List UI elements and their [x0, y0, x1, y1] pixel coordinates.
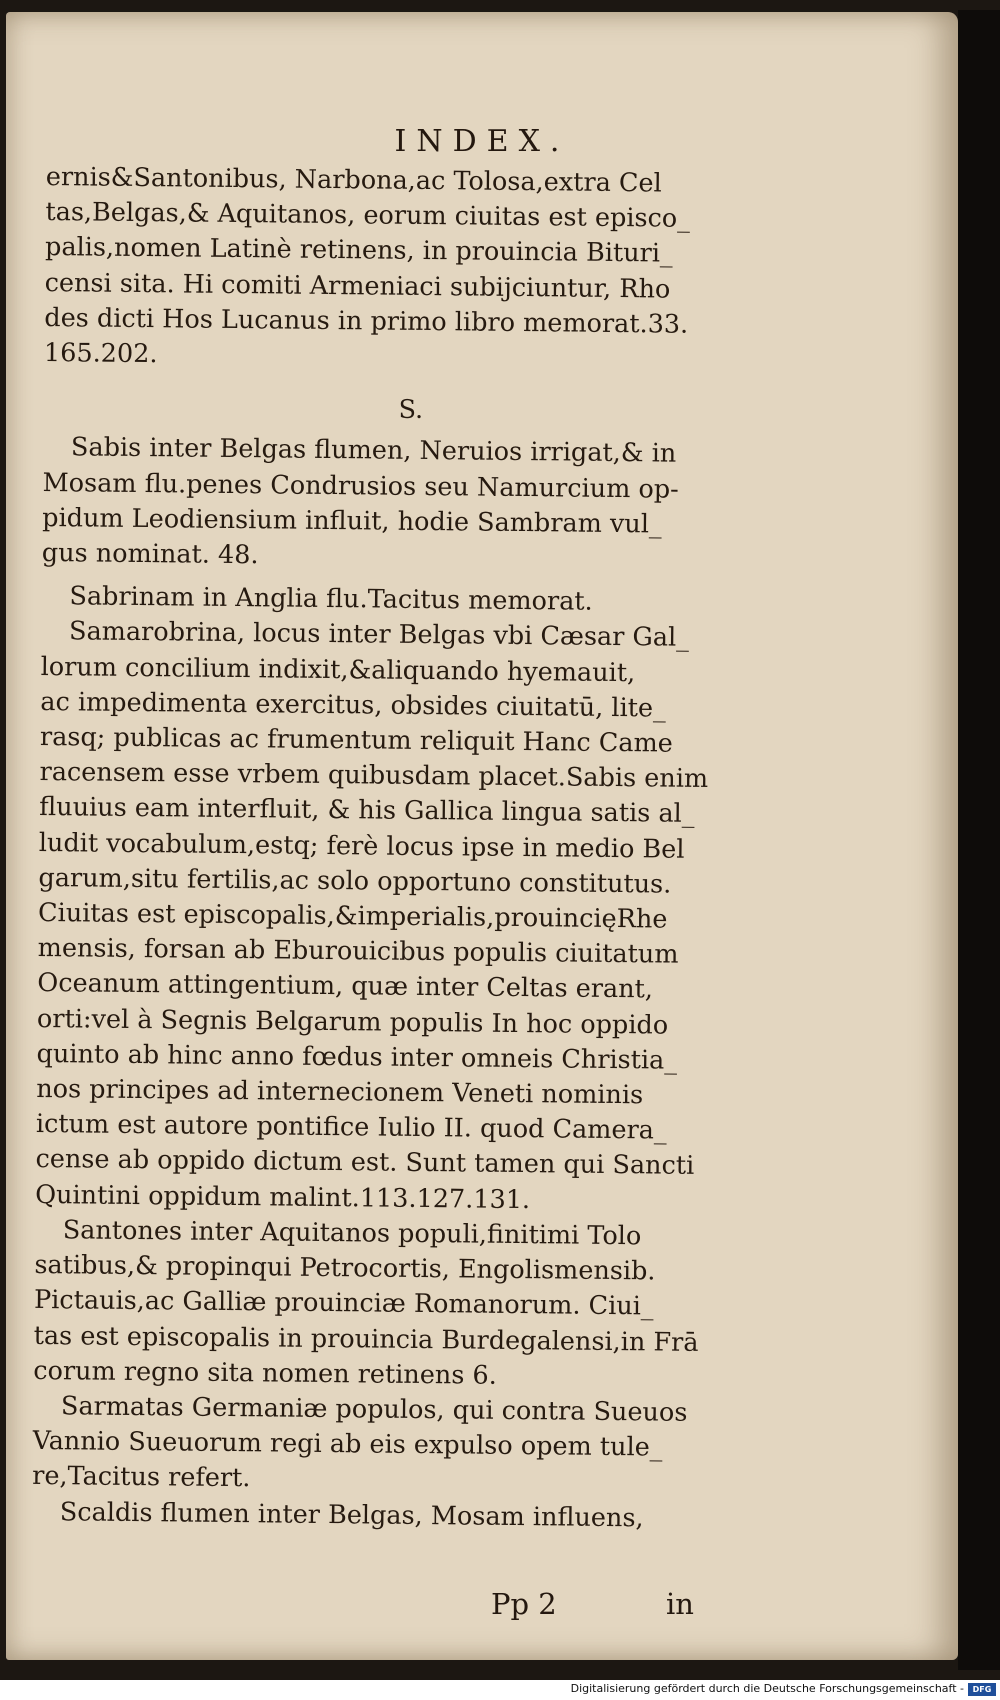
text-line: ernis&Santonibus, Narbona,ac Tolosa,extra Cel [45, 161, 662, 199]
entry-line: Quintini oppidum malint.113.127.131. [35, 1179, 531, 1215]
entry-line: Pictauis,ac Galliæ prouinciæ Romanorum. Ciui_ [33, 1285, 654, 1322]
signature-mark: Pp 2 [491, 1587, 557, 1621]
entry-line: quinto ab hinc anno fœdus inter omneis Christia_ [36, 1038, 678, 1076]
index-entry-santones [33, 1213, 770, 1397]
entry-line: nos principes ad internecionem Veneti nominis [36, 1074, 644, 1111]
entry-line: Oceanum attingentium, quæ inter Celtas erant, [37, 968, 654, 1005]
index-entry-scaldis [32, 1494, 767, 1537]
section-letter: S. [398, 394, 424, 426]
entry-line: cense ab oppido dictum est. Sunt tamen qui Sancti [35, 1144, 695, 1182]
text-line: censi sita. Hi comiti Armeniaci subijciuntur, Rho [44, 267, 671, 305]
text-line: tas,Belgas,& Aquitanos, eorum ciuitas est episco_ [45, 197, 691, 234]
text-line: des dicti Hos Lucanus in primo libro memorat.33. [44, 302, 689, 340]
entry-line: Scaldis flumen inter Belgas, Mosam influens, [59, 1496, 644, 1533]
index-entry-sarmatas [32, 1389, 768, 1502]
text-line: palis,nomen Latinè retinens, in prouincia Bituri_ [44, 232, 673, 269]
entry-line: pidum Leodiensium influit, hodie Sambram vul_ [42, 502, 662, 540]
entry-line: Sabrinam in Anglia flu.Tacitus memorat. [69, 581, 593, 617]
entry-line: racensem esse vrbem quibusdam placet.Sabis enim [39, 757, 709, 795]
entry-line: fluuius eam interfluit, & his Gallica lingua satis al_ [39, 792, 695, 830]
entry-line: Sabis inter Belgas flumen, Neruios irrigat,& in [70, 432, 677, 470]
entry-line: Ciuitas est episcopalis,&imperialis,prouincięRhe [37, 898, 668, 935]
index-entry-sabis [42, 430, 778, 579]
entry-line: rasq; publicas ac frumentum reliquit Hanc Came [39, 722, 674, 759]
text-block [32, 160, 781, 1537]
entry-line: Santones inter Aquitanos populi,finitimi Tolo [62, 1215, 642, 1252]
page-footer [491, 1587, 721, 1627]
index-entry-samarobrina [35, 614, 776, 1220]
entry-line: ictum est autore pontifice Iulio II. quod Camera_ [35, 1109, 667, 1146]
text-line: 165.202. [43, 338, 158, 370]
running-header: INDEX. [394, 124, 570, 159]
entry-line: tas est episcopalis in prouincia Burdegalensi,in Frā [33, 1320, 699, 1358]
entry-line: Sarmatas Germaniæ populos, qui contra Sueuos [60, 1391, 688, 1428]
entry-line: lorum concilium indixit,&aliquando hyemauit, [40, 651, 636, 688]
entry-line: Samarobrina, locus inter Belgas vbi Cæsar Gal_ [68, 616, 690, 654]
entry-line: corum regno sita nomen retinens 6. [33, 1355, 498, 1391]
page-paper [6, 12, 958, 1660]
entry-line: gus nominat. 48. [41, 538, 259, 571]
credit-text: Digitalisierung gefördert durch die Deutsche Forschungsgemeinschaft - [570, 1682, 964, 1695]
catchword: in [666, 1587, 694, 1621]
entry-line: ac impedimenta exercitus, obsides ciuitatū, lite_ [40, 686, 666, 724]
entry-line: ludit vocabulum,estq; ferè locus ipse in medio Bel [38, 827, 685, 865]
entry-line: satibus,& propinqui Petrocortis, Engolismensib. [34, 1250, 656, 1287]
entry-line: Vannio Sueuorum regi ab eis expulso opem tule_ [32, 1426, 663, 1463]
digitization-credit-bar [0, 1680, 1000, 1700]
scan-background-edge [958, 10, 1000, 1670]
entry-line: garum,situ fertilis,ac solo opportuno constitutus. [38, 862, 672, 900]
entry-line: re,Tacitus refert. [32, 1461, 251, 1494]
entry-line: mensis, forsan ab Eburouicibus populis ciuitatum [37, 933, 679, 970]
dfg-logo-icon: DFG [968, 1683, 996, 1696]
entry-line: Mosam flu.penes Condrusios seu Namurcium op- [42, 467, 679, 505]
entry-line: orti:vel à Segnis Belgarum populis In hoc oppido [36, 1003, 669, 1041]
